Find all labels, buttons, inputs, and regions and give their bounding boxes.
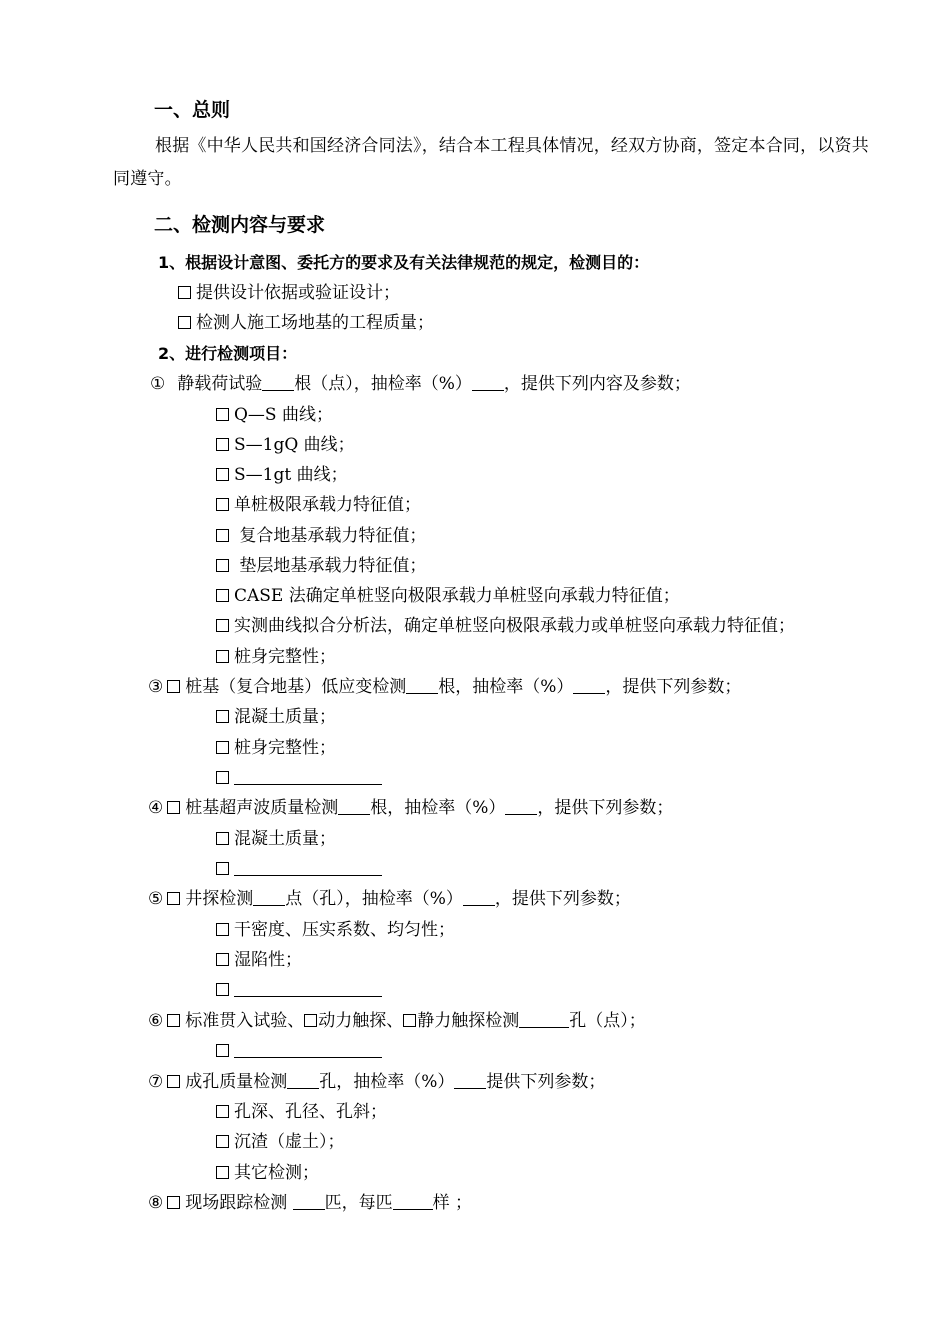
item-8-label: 现场跟踪检测: [185, 1193, 293, 1213]
item-3-label: 桩基（复合地基）低应变检测: [185, 677, 407, 697]
checkbox-icon[interactable]: [216, 771, 229, 784]
item-1-option-label: 垫层地基承载力特征值；: [234, 556, 427, 576]
checkbox-icon[interactable]: [216, 619, 229, 632]
blank-field[interactable]: [472, 374, 504, 391]
checkbox-icon[interactable]: [216, 559, 229, 572]
item-3-option-label: 桩身完整性；: [234, 738, 336, 758]
item-5-option: [216, 919, 455, 941]
item-7-option: [216, 1131, 345, 1153]
blank-field[interactable]: [505, 798, 537, 815]
item-1-line: [150, 373, 691, 395]
item-4-line: [148, 797, 673, 819]
checkbox-icon[interactable]: [216, 953, 229, 966]
purpose-option-2: [178, 312, 434, 334]
blank-field[interactable]: [463, 889, 495, 906]
item-7-option-label: 孔深、孔径、孔斜；: [234, 1102, 387, 1122]
item-3-number: ③: [148, 677, 164, 697]
item-6-line: [148, 1010, 646, 1032]
item-1-option: [216, 404, 333, 426]
item-1-number: ①: [150, 374, 166, 394]
item-3-line: [148, 676, 741, 698]
checkbox-icon[interactable]: [167, 892, 180, 905]
purpose-option-1-label: 提供设计依据或验证设计；: [196, 283, 400, 303]
item-1-option: [216, 494, 421, 516]
blank-field[interactable]: [406, 677, 438, 694]
checkbox-icon[interactable]: [216, 1166, 229, 1179]
blank-field[interactable]: [573, 677, 605, 694]
item-3-option: [216, 737, 336, 759]
item-3-label-c: ，提供下列参数；: [605, 677, 742, 697]
item-7-line: [148, 1071, 605, 1093]
item-1-option-label: 桩身完整性；: [234, 647, 336, 667]
item-4-label-c: ，提供下列参数；: [537, 798, 674, 818]
item-4-label-b: 根，抽检率（%）: [370, 798, 506, 818]
checkbox-icon[interactable]: [216, 498, 229, 511]
item-5-option: [216, 949, 302, 971]
checkbox-icon[interactable]: [178, 316, 191, 329]
blank-field[interactable]: [262, 374, 294, 391]
item-1-option: [216, 615, 795, 637]
item-8-label-c: 样 ；: [432, 1193, 473, 1213]
checkbox-icon[interactable]: [216, 1105, 229, 1118]
checkbox-icon[interactable]: [216, 741, 229, 754]
item-3-option: [216, 706, 336, 728]
item-5-label-c: ，提供下列参数；: [494, 889, 631, 909]
item-5-label-b: 点（孔），抽检率（%）: [285, 889, 463, 909]
blank-field[interactable]: [234, 1041, 382, 1058]
purpose-option-1: [178, 282, 400, 304]
item-1-label: 静载荷试验: [177, 374, 263, 394]
checkbox-icon[interactable]: [216, 1135, 229, 1148]
item-8-number: ⑧: [148, 1193, 164, 1213]
blank-field[interactable]: [519, 1011, 569, 1028]
item-1-option-label: 单桩极限承载力特征值；: [234, 495, 421, 515]
item-5-label: 井探检测: [185, 889, 254, 909]
item-1-option-label: Q—S 曲线；: [234, 405, 333, 425]
purpose-option-2-label: 检测人施工场地基的工程质量；: [196, 313, 434, 333]
item-7-label: 成孔质量检测: [185, 1072, 288, 1092]
checkbox-icon[interactable]: [167, 680, 180, 693]
checkbox-icon[interactable]: [167, 1014, 180, 1027]
checkbox-icon[interactable]: [216, 589, 229, 602]
item-6-option-blank: [216, 1040, 382, 1062]
item-6-label-b: 动力触探、: [318, 1011, 404, 1031]
item-7-label-b: 孔，抽检率（%）: [319, 1072, 455, 1092]
blank-field[interactable]: [393, 1193, 433, 1210]
item-1-option: [216, 585, 680, 607]
item-6-label-c: 静力触探检测: [417, 1011, 520, 1031]
item-1-label-b: 根（点），抽检率（%）: [294, 374, 472, 394]
item-6-number: ⑥: [148, 1011, 164, 1031]
item-4-option-label: 混凝土质量；: [234, 829, 336, 849]
item-5-option-label: 湿陷性；: [234, 950, 302, 970]
item-8-label-b: 匹，每匹: [324, 1193, 393, 1213]
checkbox-icon[interactable]: [167, 1075, 180, 1088]
blank-field[interactable]: [234, 768, 382, 785]
item-3-option-blank: [216, 767, 382, 789]
item-5-option-label: 干密度、压实系数、均匀性；: [234, 920, 455, 940]
item-6-label: 标准贯入试验、: [185, 1011, 305, 1031]
item-5-number: ⑤: [148, 889, 164, 909]
item-1-label-c: ，提供下列内容及参数；: [503, 374, 691, 394]
checkbox-icon[interactable]: [178, 286, 191, 299]
item-1-option: [216, 525, 426, 547]
checkbox-icon[interactable]: [216, 1044, 229, 1057]
section-1-paragraph-text: 根据《中华人民共和国经济合同法》，结合本工程具体情况，经双方协商，签定本合同，以资共同遵守。: [113, 136, 869, 189]
item-1-option: [216, 555, 426, 577]
item-7-number: ⑦: [148, 1072, 164, 1092]
item-6-label-d: 孔（点）；: [569, 1011, 646, 1031]
checkbox-icon[interactable]: [167, 1196, 180, 1209]
checkbox-icon[interactable]: [304, 1014, 317, 1027]
item-7-option: [216, 1162, 319, 1184]
blank-field[interactable]: [454, 1072, 486, 1089]
item-5-line: [148, 888, 631, 910]
item-7-option-label: 沉渣（虚土）；: [234, 1132, 345, 1152]
item-4-option: [216, 828, 336, 850]
section-1-title: 一、总则: [154, 99, 231, 121]
purpose-heading: 1、根据设计意图、委托方的要求及有关法律规范的规定，检测目的：: [158, 253, 650, 272]
checkbox-icon[interactable]: [216, 650, 229, 663]
checkbox-icon[interactable]: [167, 801, 180, 814]
checkbox-icon[interactable]: [403, 1014, 416, 1027]
checkbox-icon[interactable]: [216, 710, 229, 723]
checkbox-icon[interactable]: [216, 862, 229, 875]
checkbox-icon[interactable]: [216, 408, 229, 421]
item-3-option-label: 混凝土质量；: [234, 707, 336, 727]
checkbox-icon[interactable]: [216, 923, 229, 936]
item-1-option-label: S—1gt 曲线；: [234, 465, 348, 485]
blank-field[interactable]: [338, 798, 370, 815]
items-heading: 2、进行检测项目：: [158, 344, 298, 363]
item-4-option-blank: [216, 858, 382, 880]
blank-field[interactable]: [287, 1072, 319, 1089]
checkbox-icon[interactable]: [216, 468, 229, 481]
item-5-option-blank: [216, 979, 382, 1001]
blank-field[interactable]: [253, 889, 285, 906]
item-1-option: [216, 434, 355, 456]
item-1-option-label: 实测曲线拟合分析法，确定单桩竖向极限承载力或单桩竖向承载力特征值；: [234, 616, 795, 636]
section-1-paragraph: [113, 130, 873, 196]
section-2-title: 二、检测内容与要求: [154, 214, 326, 236]
item-7-option: [216, 1101, 387, 1123]
item-7-option-label: 其它检测；: [234, 1163, 319, 1183]
item-1-option-label: CASE 法确定单桩竖向极限承载力单桩竖向承载力特征值；: [234, 586, 680, 606]
item-8-line: [148, 1192, 472, 1214]
blank-field[interactable]: [234, 980, 382, 997]
item-7-label-c: 提供下列参数；: [486, 1072, 606, 1092]
item-1-option-label: S—1gQ 曲线；: [234, 435, 355, 455]
checkbox-icon[interactable]: [216, 832, 229, 845]
checkbox-icon[interactable]: [216, 983, 229, 996]
blank-field[interactable]: [234, 859, 382, 876]
checkbox-icon[interactable]: [216, 438, 229, 451]
item-1-option: [216, 464, 348, 486]
blank-field[interactable]: [293, 1193, 325, 1210]
item-4-label: 桩基超声波质量检测: [185, 798, 339, 818]
item-4-number: ④: [148, 798, 164, 818]
item-1-option-label: 复合地基承载力特征值；: [234, 526, 427, 546]
checkbox-icon[interactable]: [216, 529, 229, 542]
item-3-label-b: 根，抽检率（%）: [438, 677, 574, 697]
item-1-option: [216, 646, 336, 668]
